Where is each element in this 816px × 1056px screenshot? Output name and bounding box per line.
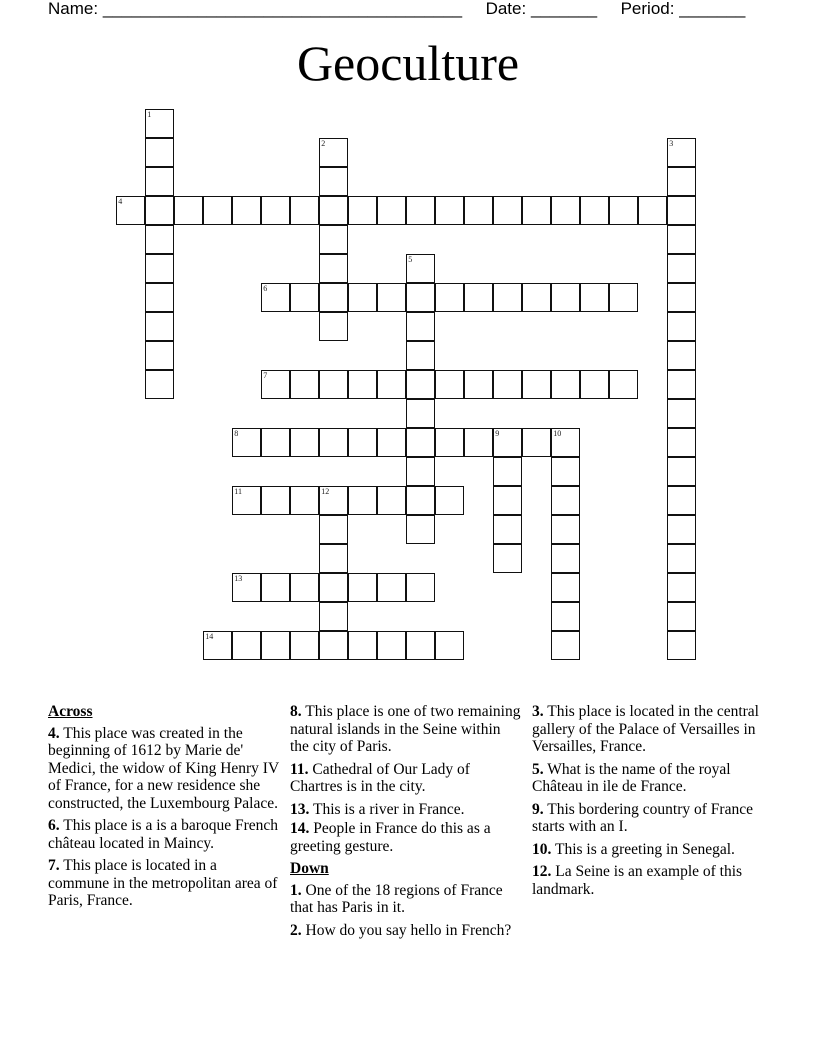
crossword-cell[interactable] <box>609 370 638 399</box>
crossword-cell[interactable] <box>377 486 406 515</box>
crossword-cell[interactable] <box>609 283 638 312</box>
crossword-cell[interactable] <box>667 544 696 573</box>
clue-number: 9 <box>495 429 500 439</box>
crossword-cell[interactable] <box>609 196 638 225</box>
crossword-cell[interactable] <box>580 196 609 225</box>
crossword-cell[interactable] <box>464 370 493 399</box>
crossword-cell[interactable] <box>406 428 435 457</box>
clue-down-2: 2. How do you say hello in French? <box>290 921 512 939</box>
clue-across-6: 6. This place is a is a baroque French château located in Maincy. <box>48 817 279 852</box>
crossword-cell[interactable] <box>435 631 464 660</box>
clue-number: 1 <box>147 110 152 120</box>
crossword-cell[interactable] <box>319 544 348 573</box>
clues-column-3 <box>532 703 772 903</box>
crossword-cell[interactable] <box>377 196 406 225</box>
crossword-cell[interactable] <box>319 515 348 544</box>
crossword-cell[interactable] <box>551 602 580 631</box>
clue-number: 11 <box>234 487 242 497</box>
clue-number: 4 <box>118 197 123 207</box>
crossword-cell[interactable] <box>145 283 174 312</box>
crossword-cell[interactable] <box>667 602 696 631</box>
crossword-cell[interactable] <box>145 225 174 254</box>
crossword-cell[interactable] <box>232 486 261 515</box>
crossword-cell[interactable] <box>319 486 348 515</box>
period-field[interactable]: _______ <box>679 0 746 18</box>
crossword-cell[interactable] <box>667 167 696 196</box>
crossword-cell[interactable] <box>551 544 580 573</box>
crossword-cell[interactable] <box>493 428 522 457</box>
crossword-cell[interactable] <box>493 486 522 515</box>
name-field[interactable]: ______________________________________ <box>102 0 463 18</box>
crossword-cell[interactable] <box>493 457 522 486</box>
clue-down-1: 1. One of the 18 regions of France that has Paris in it. <box>290 881 503 916</box>
crossword-cell[interactable] <box>522 428 551 457</box>
crossword-cell[interactable] <box>667 341 696 370</box>
page-title: Geoculture <box>296 35 520 91</box>
crossword-cell[interactable] <box>319 225 348 254</box>
crossword-cell[interactable] <box>435 283 464 312</box>
clue-down-12: 12. La Seine is an example of this landmark. <box>532 863 743 898</box>
crossword-cell[interactable] <box>145 167 174 196</box>
crossword-cell[interactable] <box>377 370 406 399</box>
crossword-cell[interactable] <box>406 399 435 428</box>
crossword-cell[interactable] <box>232 196 261 225</box>
crossword-cell[interactable] <box>348 283 377 312</box>
crossword-cell[interactable] <box>551 486 580 515</box>
crossword-cell[interactable] <box>406 631 435 660</box>
crossword-cell[interactable] <box>261 486 290 515</box>
period-label: Period: <box>620 0 675 18</box>
crossword-cell[interactable] <box>406 254 435 283</box>
crossword-cell[interactable] <box>290 283 319 312</box>
crossword-cell[interactable] <box>667 399 696 428</box>
clue-number: 5 <box>408 255 413 265</box>
crossword-cell[interactable] <box>348 196 377 225</box>
crossword-cell[interactable] <box>203 196 232 225</box>
crossword-cell[interactable] <box>580 283 609 312</box>
clue-down-10: 10. This is a greeting in Senegal. <box>532 840 735 858</box>
clue-number: 7 <box>263 371 268 381</box>
clues-column-1 <box>48 703 280 915</box>
crossword-cell[interactable] <box>406 341 435 370</box>
crossword-cell[interactable] <box>522 370 551 399</box>
crossword-cell[interactable] <box>174 196 203 225</box>
crossword-cell[interactable] <box>551 196 580 225</box>
crossword-cell[interactable] <box>261 370 290 399</box>
crossword-cell[interactable] <box>493 370 522 399</box>
crossword-cell[interactable] <box>261 631 290 660</box>
crossword-cell[interactable] <box>667 457 696 486</box>
crossword-cell[interactable] <box>464 283 493 312</box>
crossword-cell[interactable] <box>406 196 435 225</box>
crossword-cell[interactable] <box>290 196 319 225</box>
crossword-cell[interactable] <box>145 370 174 399</box>
crossword-cell[interactable] <box>406 515 435 544</box>
clue-number: 6 <box>263 284 268 294</box>
crossword-cell[interactable] <box>261 428 290 457</box>
crossword-cell[interactable] <box>203 631 232 660</box>
crossword-cell[interactable] <box>261 573 290 602</box>
crossword-cell[interactable] <box>319 602 348 631</box>
crossword-cell[interactable] <box>290 631 319 660</box>
crossword-cell[interactable] <box>377 428 406 457</box>
crossword-cell[interactable] <box>232 631 261 660</box>
crossword-cell[interactable] <box>348 631 377 660</box>
crossword-cell[interactable] <box>319 254 348 283</box>
clue-across-7: 7. This place is located in a commune in the metropolitan area of Paris, France. <box>48 857 278 909</box>
date-field[interactable]: _______ <box>530 0 598 18</box>
down-heading: Down <box>290 860 329 877</box>
crossword-cell[interactable] <box>493 544 522 573</box>
crossword-cell[interactable] <box>522 196 551 225</box>
crossword-cell[interactable] <box>261 196 290 225</box>
crossword-cell[interactable] <box>145 254 174 283</box>
crossword-cell[interactable] <box>348 428 377 457</box>
clue-down-9: 9. This bordering country of France starts with an I. <box>532 800 753 835</box>
crossword-cell[interactable] <box>232 573 261 602</box>
crossword-cell[interactable] <box>319 196 348 225</box>
crossword-cell[interactable] <box>580 370 609 399</box>
crossword-cell[interactable] <box>319 312 348 341</box>
crossword-cell[interactable] <box>667 196 696 225</box>
crossword-cell[interactable] <box>145 109 174 138</box>
crossword-cell[interactable] <box>667 225 696 254</box>
crossword-cell[interactable] <box>377 283 406 312</box>
crossword-cell[interactable] <box>435 196 464 225</box>
across-heading: Across <box>48 703 93 720</box>
crossword-cell[interactable] <box>493 196 522 225</box>
crossword-cell[interactable] <box>464 428 493 457</box>
crossword-cell[interactable] <box>319 370 348 399</box>
crossword-cell[interactable] <box>667 312 696 341</box>
crossword-cell[interactable] <box>551 573 580 602</box>
crossword-cell[interactable] <box>261 283 290 312</box>
crossword-cell[interactable] <box>667 631 696 660</box>
crossword-cell[interactable] <box>290 428 319 457</box>
crossword-cell[interactable] <box>406 283 435 312</box>
clue-across-11: 11. Cathedral of Our Lady of Chartres is in the city. <box>290 760 470 795</box>
crossword-cell[interactable] <box>290 486 319 515</box>
clue-number: 3 <box>669 139 674 149</box>
date-label: Date: <box>485 0 527 18</box>
crossword-cell[interactable] <box>232 428 261 457</box>
crossword-cell[interactable] <box>319 283 348 312</box>
crossword-cell[interactable] <box>551 515 580 544</box>
clue-down-3: 3. This place is located in the central gallery of the Palace of Versailles in Versailles, France. <box>532 703 759 755</box>
crossword-cell[interactable] <box>406 370 435 399</box>
crossword-cell[interactable] <box>145 312 174 341</box>
crossword-cell[interactable] <box>435 370 464 399</box>
crossword-cell[interactable] <box>551 631 580 660</box>
crossword-cell[interactable] <box>319 167 348 196</box>
crossword-cell[interactable] <box>667 428 696 457</box>
crossword-cell[interactable] <box>145 138 174 167</box>
crossword-cell[interactable] <box>290 573 319 602</box>
clue-across-4: 4. This place was created in the beginning of 1612 by Marie de' Medici, the widow of King Henry IV of France, for a new residence she constructed, the Luxembourg Palace. <box>48 724 279 812</box>
clue-number: 2 <box>321 139 326 149</box>
crossword-cell[interactable] <box>667 283 696 312</box>
crossword-cell[interactable] <box>406 573 435 602</box>
clue-number: 10 <box>553 429 562 439</box>
crossword-cell[interactable] <box>348 573 377 602</box>
crossword-cell[interactable] <box>406 457 435 486</box>
crossword-cell[interactable] <box>377 631 406 660</box>
crossword-cell[interactable] <box>551 457 580 486</box>
crossword-cell[interactable] <box>667 515 696 544</box>
clue-across-8: 8. This place is one of two remaining natural islands in the Seine within the city of Paris. <box>290 703 521 755</box>
crossword-cell[interactable] <box>551 428 580 457</box>
crossword-cell[interactable] <box>493 283 522 312</box>
crossword-cell[interactable] <box>551 283 580 312</box>
crossword-cell[interactable] <box>319 428 348 457</box>
crossword-cell[interactable] <box>667 486 696 515</box>
clue-across-13: 13. This is a river in France. <box>290 800 465 818</box>
clue-number: 8 <box>234 429 239 439</box>
clues-column-2 <box>290 703 522 944</box>
clue-across-14: 14. People in France do this as a greeting gesture. <box>290 820 491 855</box>
crossword-cell[interactable] <box>145 196 174 225</box>
crossword-cell[interactable] <box>667 573 696 602</box>
crossword-cell[interactable] <box>522 283 551 312</box>
crossword-cell[interactable] <box>145 341 174 370</box>
crossword-cell[interactable] <box>667 254 696 283</box>
clue-number: 12 <box>321 487 330 497</box>
crossword-cell[interactable] <box>348 370 377 399</box>
crossword-cell[interactable] <box>551 370 580 399</box>
crossword-cell[interactable] <box>319 573 348 602</box>
crossword-cell[interactable] <box>667 370 696 399</box>
crossword-cell[interactable] <box>406 312 435 341</box>
crossword-cell[interactable] <box>406 486 435 515</box>
crossword-cell[interactable] <box>435 428 464 457</box>
crossword-cell[interactable] <box>116 196 145 225</box>
name-label: Name: <box>48 0 99 18</box>
clue-number: 14 <box>205 632 214 642</box>
crossword-cell[interactable] <box>638 196 667 225</box>
crossword-cell[interactable] <box>493 515 522 544</box>
crossword-cell[interactable] <box>377 573 406 602</box>
clue-number: 13 <box>234 574 243 584</box>
clue-down-5: 5. What is the name of the royal Château in ile de France. <box>532 760 731 795</box>
crossword-cell[interactable] <box>348 486 377 515</box>
crossword-cell[interactable] <box>319 138 348 167</box>
crossword-cell[interactable] <box>667 138 696 167</box>
crossword-cell[interactable] <box>435 486 464 515</box>
crossword-cell[interactable] <box>319 631 348 660</box>
crossword-cell[interactable] <box>464 196 493 225</box>
crossword-cell[interactable] <box>290 370 319 399</box>
